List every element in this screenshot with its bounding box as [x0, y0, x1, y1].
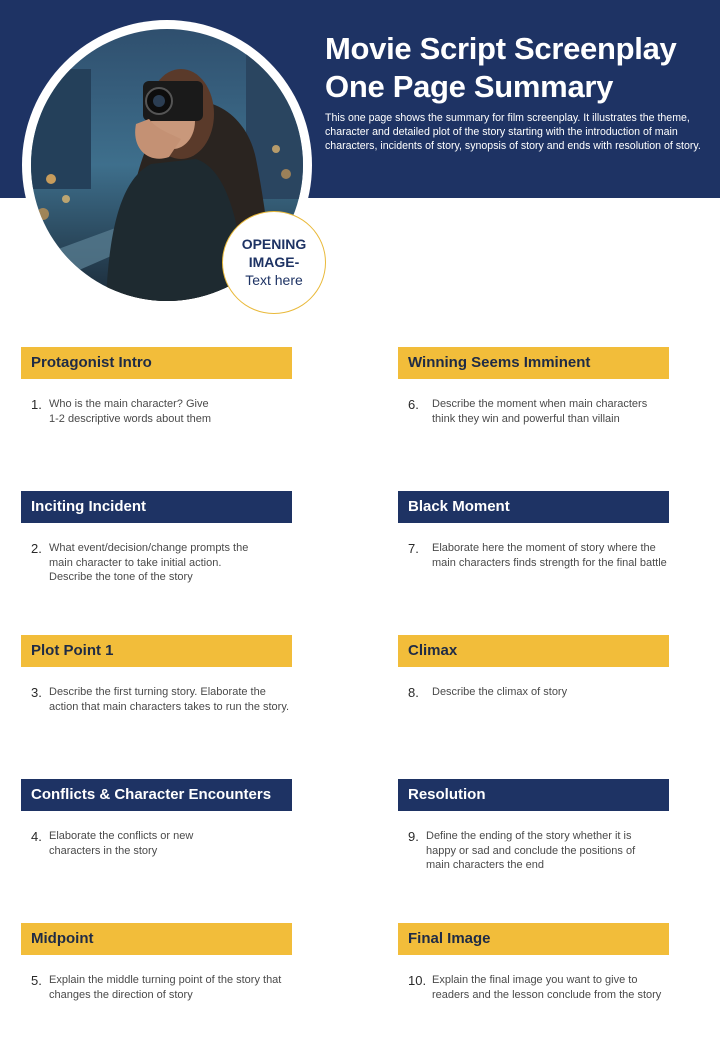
section-heading-inciting-incident: Inciting Incident	[21, 491, 292, 523]
item-number: 10.	[408, 973, 427, 988]
section-heading-resolution: Resolution	[398, 779, 669, 811]
section-heading-climax: Climax	[398, 635, 669, 667]
item-text: Define the ending of the story whether it is happy or sad and conclude the positions of main characters the end	[426, 830, 636, 871]
item-number: 1.	[31, 397, 42, 412]
section-heading-midpoint: Midpoint	[21, 923, 292, 955]
section-heading-black-moment: Black Moment	[398, 491, 669, 523]
opening-image-badge	[222, 211, 326, 314]
badge-title: OPENING IMAGE-	[241, 236, 307, 270]
item-text: Elaborate the conflicts or new characters in the story	[49, 830, 194, 857]
section-heading-conflicts: Conflicts & Character Encounters	[21, 779, 292, 811]
item-number: 8.	[408, 685, 419, 700]
item-text: Explain the middle turning point of the story that changes the direction of story	[49, 974, 282, 1001]
page-subtitle: This one page shows the summary for film screenplay. It illustrates the theme, character and detailed plot of the story starting with the introduction of main characters, incidents of story, synopsis of story and ends with resolution of story.	[325, 112, 701, 152]
item-text: Describe the moment when main characters think they win and powerful than villain	[432, 398, 648, 425]
item-text: Who is the main character? Give 1-2 descriptive words about them	[49, 398, 212, 425]
item-number: 7.	[408, 541, 419, 556]
item-text: Explain the final image you want to give to readers and the lesson conclude from the story	[432, 974, 662, 1001]
item-text: Describe the climax of story	[432, 686, 568, 698]
section-heading-plot-point-1: Plot Point 1	[21, 635, 292, 667]
item-text: What event/decision/change prompts the main character to take initial action. Describe the tone of the story	[49, 542, 249, 583]
section-heading-final-image: Final Image	[398, 923, 669, 955]
section-heading-protagonist-intro: Protagonist Intro	[21, 347, 292, 379]
item-number: 3.	[31, 685, 42, 700]
page-title: Movie Script Screenplay One Page Summary	[325, 31, 677, 104]
section-heading-winning-seems-imminent: Winning Seems Imminent	[398, 347, 669, 379]
item-number: 9.	[408, 829, 419, 844]
item-number: 2.	[31, 541, 42, 556]
badge-subtitle: Text here	[245, 272, 303, 288]
item-number: 6.	[408, 397, 419, 412]
item-text: Elaborate here the moment of story where the main characters finds strength for the final battle	[432, 542, 667, 569]
item-number: 4.	[31, 829, 42, 844]
item-text: Describe the first turning story. Elaborate the action that main characters takes to run the story.	[49, 686, 290, 713]
item-number: 5.	[31, 973, 42, 988]
